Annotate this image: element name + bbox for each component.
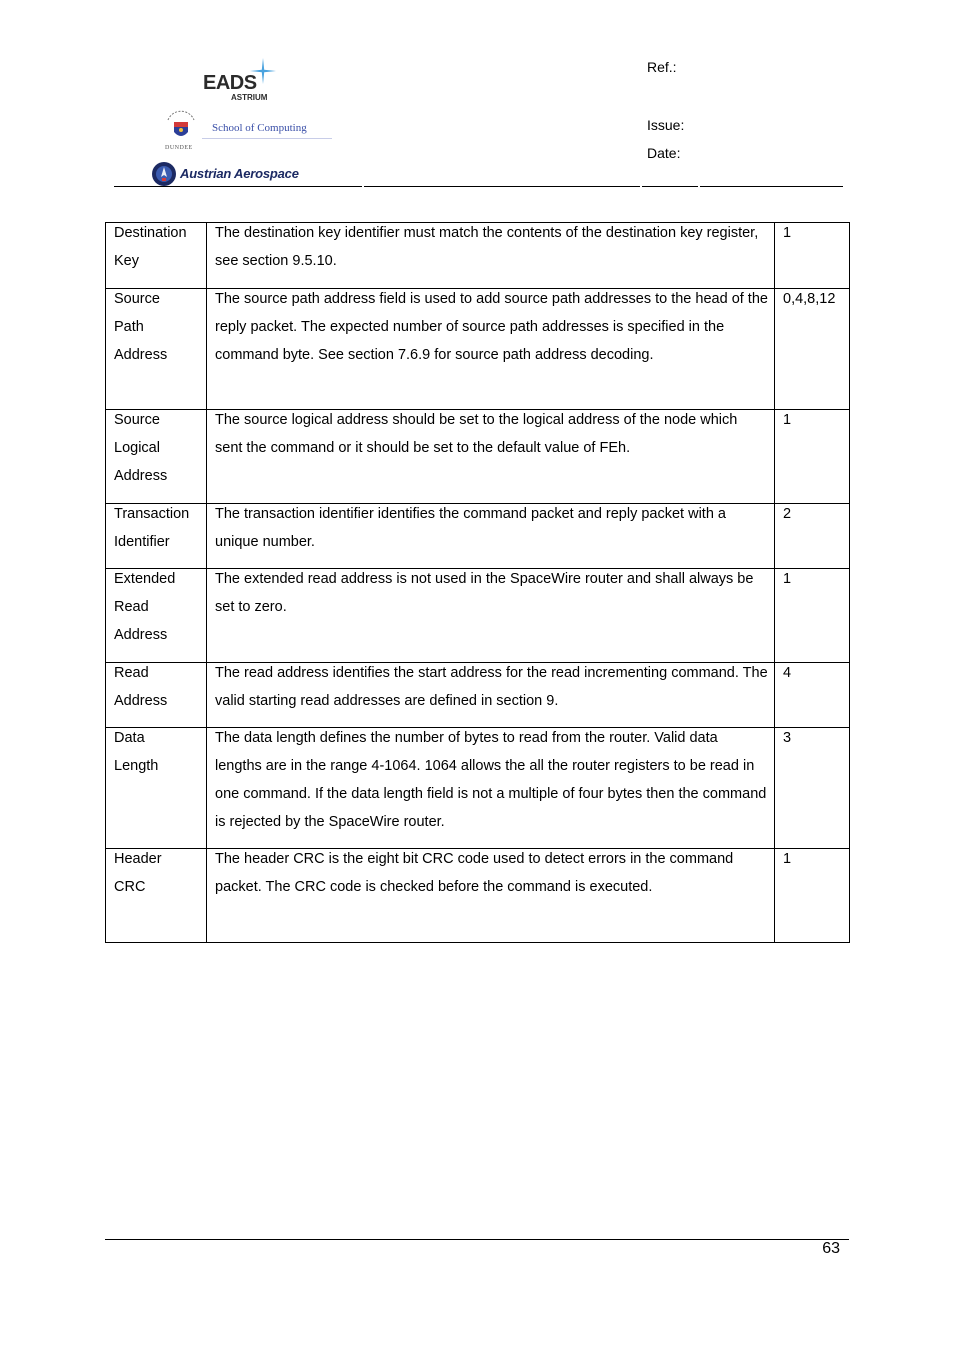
table-row bbox=[106, 289, 850, 410]
field-name-cell: Source Path Address bbox=[106, 289, 207, 410]
logo-underline bbox=[202, 138, 332, 139]
field-size-cell: 2 bbox=[775, 504, 850, 569]
field-name-cell: Data Length bbox=[106, 728, 207, 849]
page-number: 63 bbox=[822, 1240, 840, 1257]
field-description-cell: The data length defines the number of bytes to read from the router. Valid data lengths are in the range 4-1064. 1064 allows the all the router registers to be read in one command. If the data length field is not a multiple of four bytes then the command is rejected by the SpaceWire router. bbox=[207, 728, 775, 849]
field-description-cell: The read address identifies the start address for the read incrementing command. The valid starting read addresses are defined in section 9. bbox=[207, 663, 775, 728]
field-size-cell: 1 bbox=[775, 223, 850, 289]
field-size-cell: 1 bbox=[775, 410, 850, 504]
field-description-cell: The source path address field is used to add source path addresses to the head of the reply packet. The expected number of source path addresses is specified in the command byte. See section 7.6.9 for source path address decoding. bbox=[207, 289, 775, 410]
field-name-cell: Destination Key bbox=[106, 223, 207, 289]
table-row bbox=[106, 569, 850, 663]
eads-wordmark: EADS bbox=[203, 72, 257, 94]
footer-rule bbox=[105, 1239, 849, 1240]
table-row bbox=[106, 223, 850, 289]
field-name-cell: Extended Read Address bbox=[106, 569, 207, 663]
austrian-aerospace-logo bbox=[150, 160, 350, 188]
field-size-cell: 3 bbox=[775, 728, 850, 849]
header-rule-segment bbox=[642, 186, 698, 187]
table-row bbox=[106, 663, 850, 728]
field-description-cell: The source logical address should be set to the logical address of the node which sent the command or it should be set to the default value of FEh. bbox=[207, 410, 775, 504]
table-row bbox=[106, 728, 850, 849]
university-crest-icon bbox=[160, 110, 202, 144]
field-description-cell: The header CRC is the eight bit CRC code used to detect errors in the command packet. The CRC code is checked before the command is executed. bbox=[207, 849, 775, 943]
field-description-cell: The transaction identifier identifies the command packet and reply packet with a unique number. bbox=[207, 504, 775, 569]
field-name-cell: Read Address bbox=[106, 663, 207, 728]
field-size-cell: 1 bbox=[775, 849, 850, 943]
school-of-computing-text: School of Computing bbox=[212, 122, 307, 134]
field-name-cell: Header CRC bbox=[106, 849, 207, 943]
table-row bbox=[106, 410, 850, 504]
eads-astrium-logo bbox=[200, 56, 290, 106]
austrian-aerospace-text: Austrian Aerospace bbox=[180, 166, 299, 181]
header-rule-segment bbox=[114, 186, 362, 187]
date-label: Date: bbox=[647, 145, 681, 161]
ref-label: Ref.: bbox=[647, 59, 677, 75]
university-of-dundee-logo bbox=[150, 110, 340, 156]
field-size-cell: 4 bbox=[775, 663, 850, 728]
packet-field-table bbox=[105, 222, 850, 943]
field-description-cell: The extended read address is not used in the SpaceWire router and shall always be set to zero. bbox=[207, 569, 775, 663]
dundee-text: DUNDEE bbox=[165, 145, 193, 151]
table-row bbox=[106, 849, 850, 943]
header-rule-segment bbox=[364, 186, 640, 187]
field-name-cell: Transaction Identifier bbox=[106, 504, 207, 569]
aerospace-emblem-icon bbox=[150, 160, 178, 188]
field-description-cell: The destination key identifier must match the contents of the destination key register, see section 9.5.10. bbox=[207, 223, 775, 289]
header-rule-segment bbox=[700, 186, 843, 187]
issue-label: Issue: bbox=[647, 117, 685, 133]
table-row bbox=[106, 504, 850, 569]
astrium-wordmark: ASTRIUM bbox=[231, 93, 268, 102]
field-size-cell: 0,4,8,12 bbox=[775, 289, 850, 410]
field-size-cell: 1 bbox=[775, 569, 850, 663]
field-name-cell: Source Logical Address bbox=[106, 410, 207, 504]
